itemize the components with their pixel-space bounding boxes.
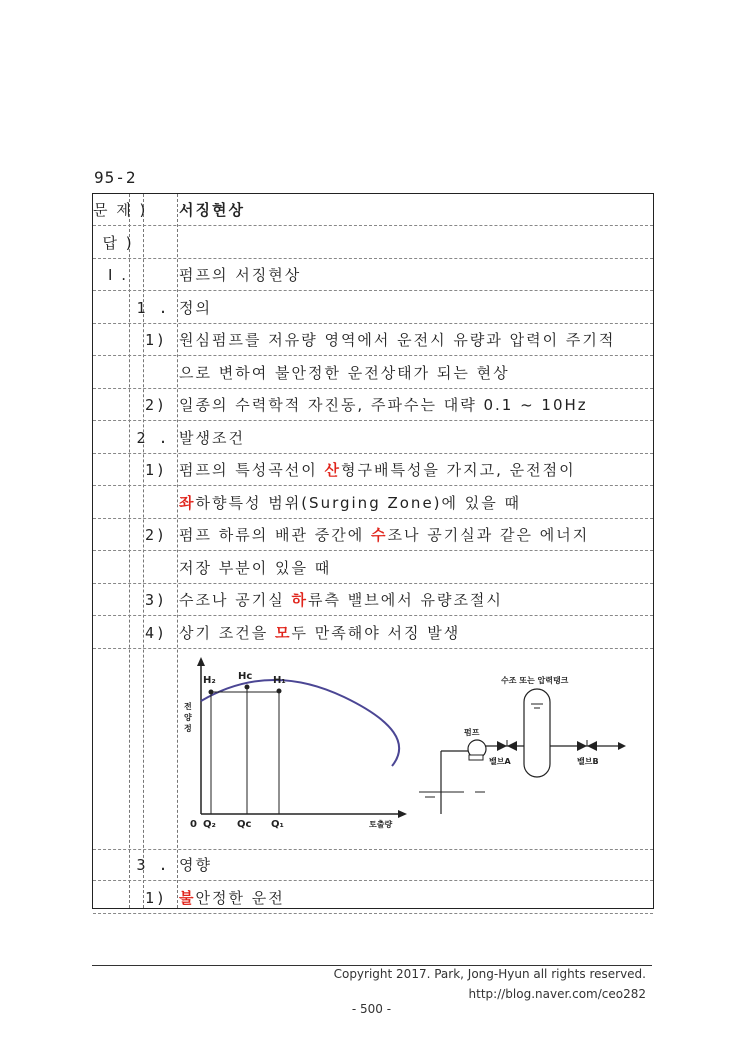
row-text [179,617,653,648]
item-number: 3) [145,591,168,609]
table-row [93,487,653,519]
section-number: 3 . [136,856,170,874]
surging-figure [179,649,649,849]
item-number: 1) [145,331,168,349]
valve-a-label: 밸브A [489,757,511,766]
text-part: 류측 밸브에서 유량조절시 [307,591,503,609]
item-number: 2) [145,526,168,544]
table-row [93,519,653,551]
y-axis-arrow [197,657,205,666]
table-row [93,584,653,616]
item-number: 1) [145,888,168,907]
highlight-keyword: 수 [370,526,388,544]
text-part: 안정한 운전 [195,888,285,907]
text-part: 상기 조건을 [179,623,275,642]
row-text: 으로 변하여 불안정한 운전상태가 되는 현상 [179,363,510,382]
table-row [93,389,653,421]
x-tick-q1: Q₁ [271,819,284,830]
table-row [93,882,653,914]
row-text: 일종의 수력학적 자진동, 주파수는 대략 0.1 ~ 10Hz [179,396,588,414]
text-part: 두 만족해야 서징 발생 [291,623,461,642]
y-label-1: 전 [184,702,192,711]
text-part: 하향특성 범위(Surging Zone)에 있을 때 [195,493,522,512]
x-axis-label: 토출량 [369,820,393,829]
highlight-keyword: 모 [275,623,292,642]
row-text [179,487,653,518]
row-text [179,227,653,258]
page-number-label: 95-2 [94,168,137,187]
water-tank [524,689,550,777]
label-h2: H₂ [203,675,216,686]
table-row [93,194,653,226]
y-label-2: 양 [184,713,192,722]
item-number: 4) [145,623,168,642]
row-text [179,584,653,615]
point-h1 [277,689,282,694]
row-text: 저장 부분이 있을 때 [179,558,332,577]
highlight-keyword: 산 [324,461,341,479]
footer-url: http://blog.naver.com/ceo282 [468,987,646,1001]
row-heading: 문 제 ) [93,201,148,219]
answer-sheet [92,193,654,909]
table-row [93,292,653,324]
table-row [93,552,653,584]
point-hc [245,685,250,690]
row-text [179,519,653,550]
head-curve [201,680,399,766]
x-axis-arrow [398,810,407,818]
row-text: 펌프의 서징현상 [179,266,302,284]
tank-label: 수조 또는 압력탱크 [501,676,569,685]
item-number: 1) [145,461,168,479]
row-heading: 답 ) [102,233,134,252]
valve-b-icon [577,741,587,751]
text-part: 수조나 공기실 [179,591,292,609]
text-part: 펌프 하류의 배관 중간에 [179,526,371,544]
table-row [93,617,653,649]
row-text [179,882,653,913]
highlight-keyword: 하 [291,591,308,609]
y-label-3: 정 [184,724,192,733]
valve-b-label: 밸브B [577,757,599,766]
row-text: 영향 [179,856,212,874]
text-part: 조나 공기실과 같은 에너지 [387,526,590,544]
footer-divider [92,965,652,966]
y-axis-label [184,701,195,733]
footer-page-number: - 500 - [351,1002,392,1016]
table-row [93,849,653,881]
row-text: 서징현상 [179,201,245,219]
footer-copyright: Copyright 2017. Park, Jong-Hyun all rights reserved. [333,967,646,981]
label-h1: H₁ [273,675,286,686]
text-part: 펌프의 특성곡선이 [179,461,325,479]
table-row [93,454,653,486]
highlight-keyword: 불 [179,888,196,907]
table-row [93,259,653,291]
table-row [93,324,653,356]
section-number: 1 . [136,298,170,317]
x-tick-q2: Q₂ [203,819,216,830]
text-part: 형구배특성을 가지고, 운전점이 [340,461,576,479]
section-number: 2 . [136,428,170,447]
row-text: 원심펌프를 저유량 영역에서 운전시 유량과 압력이 주기적 [179,331,616,349]
x-tick-0: 0 [190,819,197,830]
table-row [93,227,653,259]
row-text: 정의 [179,298,212,317]
row-heading: Ⅰ . [108,266,128,284]
x-tick-qc: Qc [237,819,252,830]
pump-label: 펌프 [464,728,480,737]
label-hc: Hc [238,671,253,682]
point-h2 [209,690,214,695]
table-row [93,422,653,454]
figure-row [93,649,653,850]
row-text: 발생조건 [179,428,245,447]
item-number: 2) [145,396,168,414]
highlight-keyword: 좌 [179,493,196,512]
row-text [179,454,653,485]
valve-a-icon [497,741,507,751]
table-row [93,357,653,389]
